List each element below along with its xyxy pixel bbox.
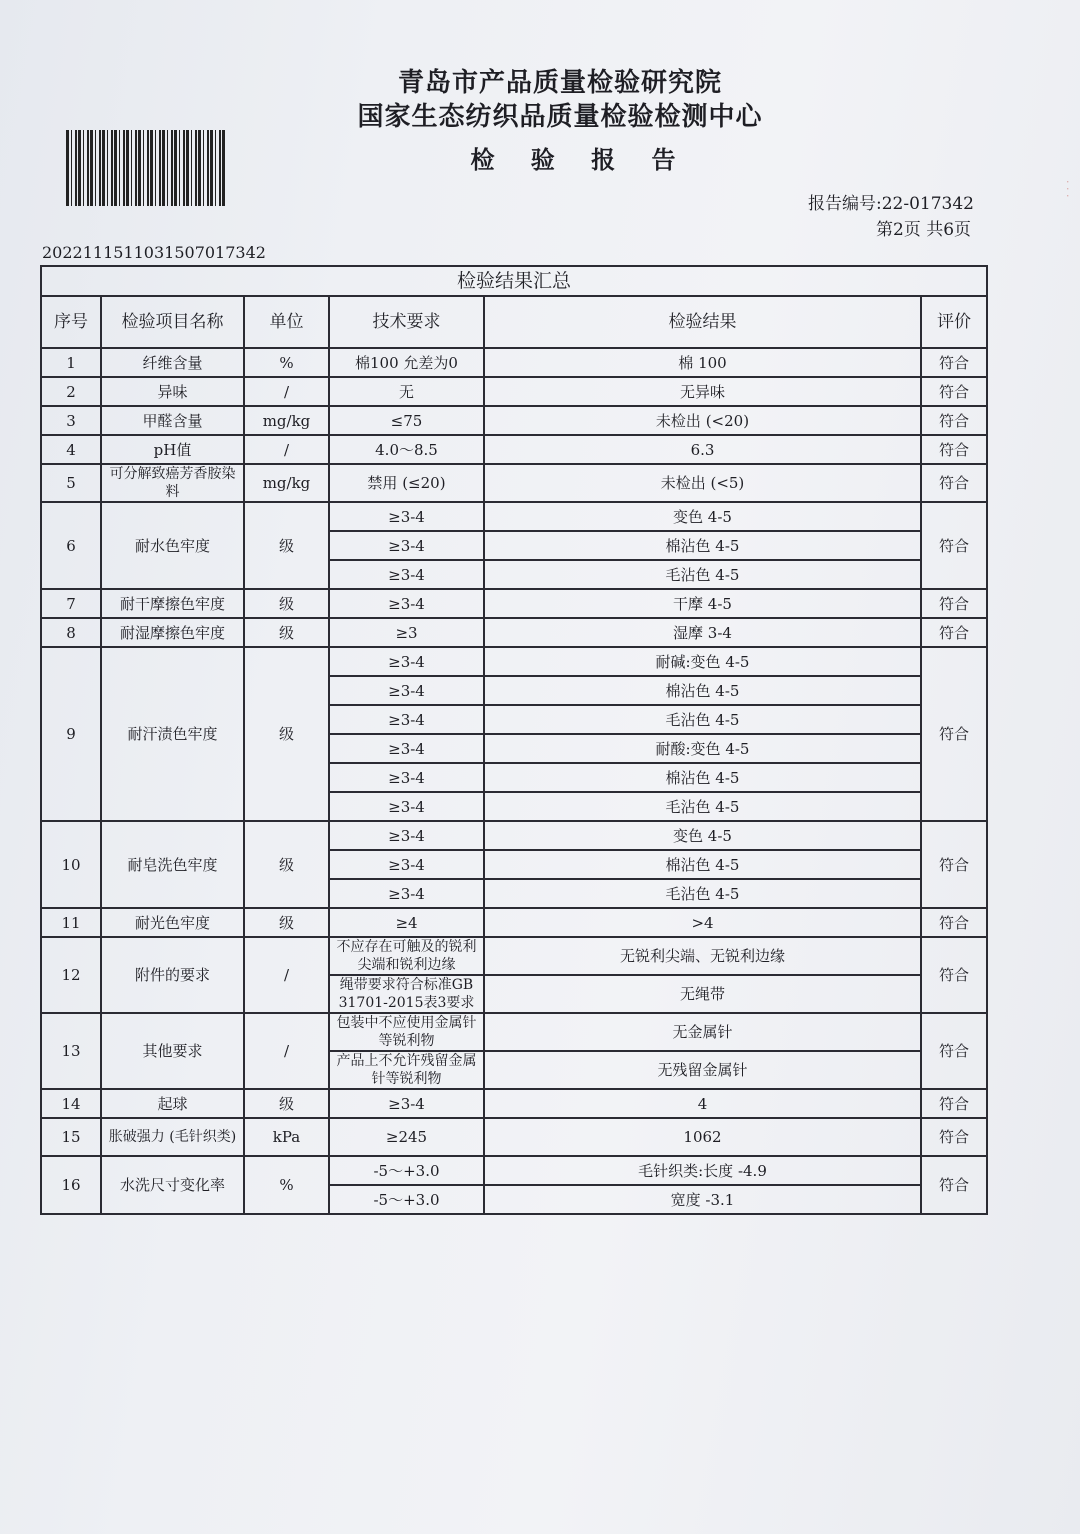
evaluation-cell: 符合	[921, 1013, 987, 1089]
result-cell: 变色 4-5	[484, 821, 921, 850]
evaluation-cell: 符合	[921, 1089, 987, 1118]
requirement-cell: ≥3-4	[329, 763, 484, 792]
evaluation-cell: 符合	[921, 377, 987, 406]
requirement-cell: 禁用 (≤20)	[329, 464, 484, 502]
unit-cell: mg/kg	[244, 406, 329, 435]
requirement-cell: ≥3-4	[329, 1089, 484, 1118]
requirement-cell: ≥3-4	[329, 705, 484, 734]
evaluation-cell: 符合	[921, 464, 987, 502]
table-row	[41, 464, 987, 502]
result-cell: 毛沾色 4-5	[484, 560, 921, 589]
requirement-cell: 不应存在可触及的锐利尖端和锐利边缘	[329, 937, 484, 975]
result-cell: 棉沾色 4-5	[484, 531, 921, 560]
requirement-cell: 棉100 允差为0	[329, 348, 484, 377]
result-cell: 4	[484, 1089, 921, 1118]
evaluation-cell: 符合	[921, 589, 987, 618]
result-cell: 棉沾色 4-5	[484, 763, 921, 792]
result-cell: 毛沾色 4-5	[484, 792, 921, 821]
evaluation-cell: 符合	[921, 348, 987, 377]
table-caption: 检验结果汇总	[41, 266, 987, 296]
item-name: 纤维含量	[101, 348, 244, 377]
row-number: 4	[41, 435, 101, 464]
evaluation-cell: 符合	[921, 821, 987, 908]
evaluation-cell: 符合	[921, 435, 987, 464]
requirement-cell: -5～+3.0	[329, 1185, 484, 1214]
result-cell: 棉沾色 4-5	[484, 676, 921, 705]
evaluation-cell: 符合	[921, 937, 987, 1013]
requirement-cell: 4.0～8.5	[329, 435, 484, 464]
result-cell: 耐酸:变色 4-5	[484, 734, 921, 763]
table-row	[41, 937, 987, 975]
item-name: 耐湿摩擦色牢度	[101, 618, 244, 647]
unit-cell: 级	[244, 908, 329, 937]
row-number: 3	[41, 406, 101, 435]
result-cell: 毛针织类:长度 -4.9	[484, 1156, 921, 1185]
requirement-cell: ≥3-4	[329, 734, 484, 763]
item-name: 可分解致癌芳香胺染料	[101, 464, 244, 502]
row-number: 6	[41, 502, 101, 589]
evaluation-cell: 符合	[921, 1118, 987, 1156]
table-row	[41, 1013, 987, 1051]
result-cell: 未检出 (<20)	[484, 406, 921, 435]
result-cell: 未检出 (<5)	[484, 464, 921, 502]
col-header-no: 序号	[41, 296, 101, 348]
table-row	[41, 406, 987, 435]
col-header-result: 检验结果	[484, 296, 921, 348]
requirement-cell: 包装中不应使用金属针等锐利物	[329, 1013, 484, 1051]
unit-cell: mg/kg	[244, 464, 329, 502]
table-row	[41, 1118, 987, 1156]
row-number: 8	[41, 618, 101, 647]
unit-cell: 级	[244, 502, 329, 589]
row-number: 11	[41, 908, 101, 937]
unit-cell: /	[244, 377, 329, 406]
result-cell: 湿摩 3-4	[484, 618, 921, 647]
item-name: 附件的要求	[101, 937, 244, 1013]
serial-number: 2022111511031507017342	[42, 243, 266, 262]
table-row	[41, 1156, 987, 1185]
result-cell: 毛沾色 4-5	[484, 705, 921, 734]
result-cell: 变色 4-5	[484, 502, 921, 531]
row-number: 13	[41, 1013, 101, 1089]
requirement-cell: 产品上不允许残留金属针等锐利物	[329, 1051, 484, 1089]
requirement-cell: ≤75	[329, 406, 484, 435]
table-row	[41, 821, 987, 850]
unit-cell: /	[244, 937, 329, 1013]
row-number: 2	[41, 377, 101, 406]
col-header-evaluation: 评价	[921, 296, 987, 348]
unit-cell: 级	[244, 821, 329, 908]
row-number: 15	[41, 1118, 101, 1156]
barcode-image	[66, 130, 226, 206]
table-row	[41, 502, 987, 531]
unit-cell: 级	[244, 618, 329, 647]
requirement-cell: ≥3-4	[329, 502, 484, 531]
item-name: 耐皂洗色牢度	[101, 821, 244, 908]
col-header-unit: 单位	[244, 296, 329, 348]
result-cell: >4	[484, 908, 921, 937]
result-cell: 棉沾色 4-5	[484, 850, 921, 879]
requirement-cell: 无	[329, 377, 484, 406]
document-title: 检 验 报 告	[470, 145, 690, 174]
requirement-cell: ≥3-4	[329, 792, 484, 821]
result-cell: 耐碱:变色 4-5	[484, 647, 921, 676]
result-cell: 无绳带	[484, 975, 921, 1013]
row-number: 12	[41, 937, 101, 1013]
unit-cell: 级	[244, 589, 329, 618]
result-cell: 1062	[484, 1118, 921, 1156]
requirement-cell: -5～+3.0	[329, 1156, 484, 1185]
result-cell: 毛沾色 4-5	[484, 879, 921, 908]
item-name: 耐水色牢度	[101, 502, 244, 589]
table-row	[41, 1089, 987, 1118]
requirement-cell: ≥3-4	[329, 821, 484, 850]
evaluation-cell: 符合	[921, 502, 987, 589]
result-cell: 宽度 -3.1	[484, 1185, 921, 1214]
unit-cell: 级	[244, 1089, 329, 1118]
requirement-cell: ≥3	[329, 618, 484, 647]
table-row	[41, 589, 987, 618]
requirement-cell: ≥3-4	[329, 850, 484, 879]
table-row	[41, 647, 987, 676]
col-header-requirement: 技术要求	[329, 296, 484, 348]
unit-cell: /	[244, 1013, 329, 1089]
unit-cell: 级	[244, 647, 329, 821]
item-name: 水洗尺寸变化率	[101, 1156, 244, 1214]
table-row	[41, 618, 987, 647]
item-name: 其他要求	[101, 1013, 244, 1089]
unit-cell: /	[244, 435, 329, 464]
result-cell: 无异味	[484, 377, 921, 406]
edge-stamp-mark: · · ·	[1061, 180, 1074, 198]
result-cell: 无锐利尖端、无锐利边缘	[484, 937, 921, 975]
item-name: 胀破强力 (毛针织类)	[101, 1118, 244, 1156]
requirement-cell: ≥245	[329, 1118, 484, 1156]
requirement-cell: ≥3-4	[329, 879, 484, 908]
report-number: 报告编号:22-017342	[808, 194, 974, 214]
row-number: 5	[41, 464, 101, 502]
row-number: 7	[41, 589, 101, 618]
requirement-cell: ≥3-4	[329, 560, 484, 589]
requirement-cell: ≥3-4	[329, 531, 484, 560]
row-number: 9	[41, 647, 101, 821]
row-number: 1	[41, 348, 101, 377]
center-name: 国家生态纺织品质量检验检测中心	[357, 102, 763, 132]
evaluation-cell: 符合	[921, 406, 987, 435]
table-row	[41, 435, 987, 464]
result-cell: 干摩 4-5	[484, 589, 921, 618]
table-row	[41, 908, 987, 937]
item-name: 异味	[101, 377, 244, 406]
requirement-cell: ≥3-4	[329, 676, 484, 705]
item-name: 起球	[101, 1089, 244, 1118]
item-name: 甲醛含量	[101, 406, 244, 435]
institute-name: 青岛市产品质量检验研究院	[397, 68, 722, 98]
item-name: 耐干摩擦色牢度	[101, 589, 244, 618]
item-name: 耐汗渍色牢度	[101, 647, 244, 821]
results-table	[40, 265, 988, 1215]
unit-cell: kPa	[244, 1118, 329, 1156]
result-cell: 无金属针	[484, 1013, 921, 1051]
requirement-cell: ≥4	[329, 908, 484, 937]
evaluation-cell: 符合	[921, 647, 987, 821]
evaluation-cell: 符合	[921, 1156, 987, 1214]
unit-cell: %	[244, 348, 329, 377]
unit-cell: %	[244, 1156, 329, 1214]
evaluation-cell: 符合	[921, 618, 987, 647]
evaluation-cell: 符合	[921, 908, 987, 937]
page-number: 第2页 共6页	[876, 220, 972, 240]
result-cell: 6.3	[484, 435, 921, 464]
requirement-cell: 绳带要求符合标准GB 31701-2015表3要求	[329, 975, 484, 1013]
row-number: 10	[41, 821, 101, 908]
requirement-cell: ≥3-4	[329, 589, 484, 618]
result-cell: 棉 100	[484, 348, 921, 377]
table-row	[41, 348, 987, 377]
table-row	[41, 377, 987, 406]
result-cell: 无残留金属针	[484, 1051, 921, 1089]
requirement-cell: ≥3-4	[329, 647, 484, 676]
row-number: 16	[41, 1156, 101, 1214]
row-number: 14	[41, 1089, 101, 1118]
item-name: 耐光色牢度	[101, 908, 244, 937]
item-name: pH值	[101, 435, 244, 464]
col-header-item: 检验项目名称	[101, 296, 244, 348]
